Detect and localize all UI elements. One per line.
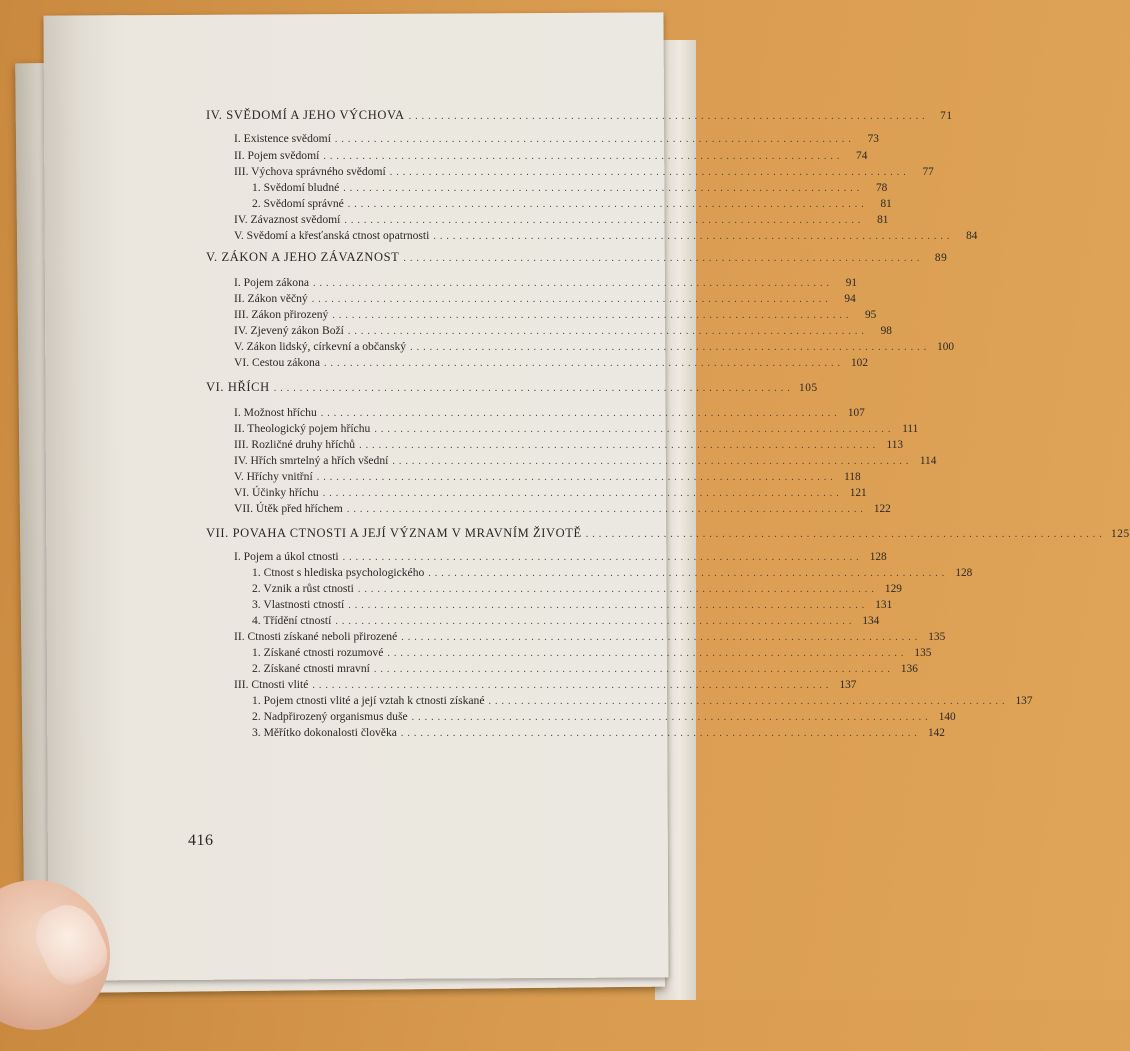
toc-page-number: 137 xyxy=(839,679,857,691)
toc-entry xyxy=(206,229,978,242)
toc-label: 4. Třídění ctností xyxy=(252,614,332,627)
toc-label: 1. Získané ctnosti rozumové xyxy=(252,646,384,659)
leader-dots: ................................................................................ xyxy=(357,584,878,595)
toc-label: III. Zákon přirozený xyxy=(234,308,329,321)
toc-entry xyxy=(206,213,889,226)
leader-dots: ................................................................................ xyxy=(347,326,868,337)
toc-label: II. Zákon věčný xyxy=(234,292,308,305)
toc-entry xyxy=(206,422,919,435)
toc-label: 2. Vznik a růst ctnosti xyxy=(252,582,354,595)
toc-page-number: 136 xyxy=(900,663,918,675)
leader-dots: ................................................................................ xyxy=(323,151,844,162)
leader-dots: ................................................................................ xyxy=(316,472,837,483)
toc-label: V. Hříchy vnitřní xyxy=(234,470,313,483)
leader-dots: ................................................................................ xyxy=(401,632,922,643)
toc-page-number: 71 xyxy=(940,110,953,122)
toc-entry xyxy=(206,566,973,579)
toc-entry xyxy=(206,630,946,643)
toc-label: I. Pojem zákona xyxy=(234,276,310,289)
toc-label: III. Výchova správného svědomí xyxy=(234,165,386,178)
toc-chapter xyxy=(206,250,948,265)
leader-dots: ................................................................................ xyxy=(359,440,880,451)
toc-page-number: 102 xyxy=(851,357,868,369)
toc-page-number: 98 xyxy=(880,325,892,337)
toc-page-number: 140 xyxy=(938,711,956,723)
toc-entry xyxy=(206,132,879,145)
toc-entry xyxy=(206,165,934,178)
toc-label: II. Ctnosti získané neboli přirozené xyxy=(234,630,398,643)
toc-entry xyxy=(206,438,904,451)
toc-page-number: 131 xyxy=(875,599,893,611)
toc-entry xyxy=(206,694,1033,707)
leader-dots: ................................................................................ xyxy=(585,529,1106,540)
leader-dots: ................................................................................ xyxy=(410,342,931,353)
toc-chapter xyxy=(206,380,818,395)
toc-entry xyxy=(206,470,861,483)
toc-entry xyxy=(206,181,888,194)
toc-page-number: 81 xyxy=(877,214,889,226)
toc-label: VI. Účinky hříchu xyxy=(234,486,319,499)
leader-dots: ................................................................................ xyxy=(312,680,833,691)
toc-label: III. Ctnosti vlité xyxy=(234,678,309,691)
leader-dots: ................................................................................ xyxy=(313,278,834,289)
toc-page-number: 125 xyxy=(1111,528,1130,540)
toc-page-number: 73 xyxy=(867,133,879,145)
toc-entry xyxy=(206,550,887,563)
toc-entry xyxy=(206,662,918,675)
toc-label: 1. Ctnost s hlediska psychologického xyxy=(252,566,425,579)
leader-dots: ................................................................................ xyxy=(343,183,864,194)
toc-entry xyxy=(206,292,856,305)
toc-page-number: 95 xyxy=(865,309,877,321)
toc-page-number: 128 xyxy=(869,551,887,563)
leader-dots: ................................................................................ xyxy=(408,111,929,122)
toc-page-number: 114 xyxy=(919,455,937,467)
leader-dots: ................................................................................ xyxy=(348,600,869,611)
leader-dots: ................................................................................ xyxy=(374,424,895,435)
toc-page-number: 105 xyxy=(798,382,818,394)
toc-entry xyxy=(206,678,857,691)
toc-entry xyxy=(206,598,893,611)
toc-entry xyxy=(206,710,956,723)
toc-entry xyxy=(206,276,858,289)
toc-entry xyxy=(206,406,865,419)
toc-label: VII. POVAHA CTNOSTI A JEJÍ VÝZNAM V MRAVNÍM ŽIVOTĚ xyxy=(206,526,582,540)
toc-label: II. Pojem svědomí xyxy=(234,149,320,162)
toc-entry xyxy=(206,582,902,595)
toc-entry xyxy=(206,454,937,467)
toc-entry xyxy=(206,197,892,210)
toc-page-number: 135 xyxy=(914,647,932,659)
toc-page-number: 78 xyxy=(875,182,888,194)
toc-label: I. Možnost hříchu xyxy=(234,406,317,419)
toc-label: IV. Závaznost svědomí xyxy=(234,213,341,226)
page-number: 416 xyxy=(188,832,214,849)
toc-page-number: 128 xyxy=(955,567,973,579)
leader-dots: ................................................................................ xyxy=(403,253,924,264)
toc-page-number: 122 xyxy=(873,503,891,515)
toc-page-number: 94 xyxy=(844,293,856,305)
leader-dots: ................................................................................ xyxy=(342,552,863,563)
leader-dots: ................................................................................ xyxy=(273,383,794,394)
leader-dots: ................................................................................ xyxy=(311,294,832,305)
toc-label: I. Existence svědomí xyxy=(234,132,331,145)
toc-label: VI. Cestou zákona xyxy=(234,356,320,369)
toc-page-number: 91 xyxy=(845,277,858,289)
toc-page-number: 81 xyxy=(880,198,892,210)
leader-dots: ................................................................................ xyxy=(344,215,865,226)
toc-label: 2. Získané ctnosti mravní xyxy=(252,662,370,675)
toc-chapter xyxy=(206,108,953,123)
leader-dots: ................................................................................ xyxy=(332,310,853,321)
toc-label: 1. Pojem ctnosti vlité a její vztah k ctnosti získané xyxy=(252,694,485,707)
toc-label: 3. Vlastnosti ctností xyxy=(252,598,345,611)
toc-entry xyxy=(206,486,867,499)
toc-page-number: 137 xyxy=(1015,695,1033,707)
toc-label: V. Zákon lidský, církevní a občanský xyxy=(234,340,407,353)
toc-chapter xyxy=(206,526,1130,541)
leader-dots: ................................................................................ xyxy=(323,358,844,369)
toc-page-number: 142 xyxy=(927,727,945,739)
toc-page-number: 77 xyxy=(922,166,934,178)
toc-label: V. Svědomí a křesťanská ctnost opatrnosti xyxy=(234,229,430,242)
toc-label: 2. Svědomí správné xyxy=(252,197,344,210)
leader-dots: ................................................................................ xyxy=(411,712,932,723)
toc-label: I. Pojem a úkol ctnosti xyxy=(234,550,339,563)
toc-page-number: 135 xyxy=(928,631,946,643)
toc-page-number: 100 xyxy=(937,341,955,353)
toc-page-number: 121 xyxy=(849,487,867,499)
toc-entry xyxy=(206,324,892,337)
toc-entry xyxy=(206,726,945,739)
toc-page-number: 111 xyxy=(902,423,919,435)
toc-entry xyxy=(206,308,877,321)
toc-entry xyxy=(206,149,868,162)
leader-dots: ................................................................................ xyxy=(334,134,855,145)
toc-label: VI. HŘÍCH xyxy=(206,380,270,394)
leader-dots: ................................................................................ xyxy=(488,696,1009,707)
toc-page-number: 129 xyxy=(884,583,902,595)
leader-dots: ................................................................................ xyxy=(322,488,843,499)
toc-label: IV. Hřích smrtelný a hřích všední xyxy=(234,454,389,467)
toc-label: VII. Útěk před hříchem xyxy=(234,502,343,515)
toc-entry xyxy=(206,614,880,627)
leader-dots: ................................................................................ xyxy=(428,568,949,579)
leader-dots: ................................................................................ xyxy=(392,456,913,467)
leader-dots: ................................................................................ xyxy=(347,199,868,210)
toc-page-number: 134 xyxy=(862,615,880,627)
toc-label: II. Theologický pojem hříchu xyxy=(234,422,371,435)
leader-dots: ................................................................................ xyxy=(335,616,856,627)
toc-page-number: 113 xyxy=(886,439,904,451)
toc-label: III. Rozličné druhy hříchů xyxy=(234,438,356,451)
leader-dots: ................................................................................ xyxy=(373,664,894,675)
leader-dots: ................................................................................ xyxy=(400,728,921,739)
toc-label: IV. Zjevený zákon Boží xyxy=(234,324,344,337)
toc-entry xyxy=(206,646,932,659)
leader-dots: ................................................................................ xyxy=(433,231,954,242)
toc-page-number: 74 xyxy=(856,150,868,162)
leader-dots: ................................................................................ xyxy=(387,648,908,659)
toc-label: 2. Nadpřirozený organismus duše xyxy=(252,710,408,723)
toc-label: 1. Svědomí bludné xyxy=(252,181,340,194)
toc-entry xyxy=(206,340,955,353)
toc-page-number: 89 xyxy=(934,252,948,264)
toc-label: 3. Měřítko dokonalosti člověka xyxy=(252,726,397,739)
toc-page-number: 107 xyxy=(847,407,865,419)
toc-label: V. ZÁKON A JEHO ZÁVAZNOST xyxy=(206,250,400,264)
toc-page-number: 118 xyxy=(844,471,861,483)
toc-label: IV. SVĚDOMÍ A JEHO VÝCHOVA xyxy=(206,108,405,122)
leader-dots: ................................................................................ xyxy=(389,167,910,178)
toc-entry xyxy=(206,356,868,369)
leader-dots: ................................................................................ xyxy=(346,504,867,515)
toc-entry xyxy=(206,502,891,515)
leader-dots: ................................................................................ xyxy=(320,408,841,419)
toc-page-number: 84 xyxy=(966,230,978,242)
